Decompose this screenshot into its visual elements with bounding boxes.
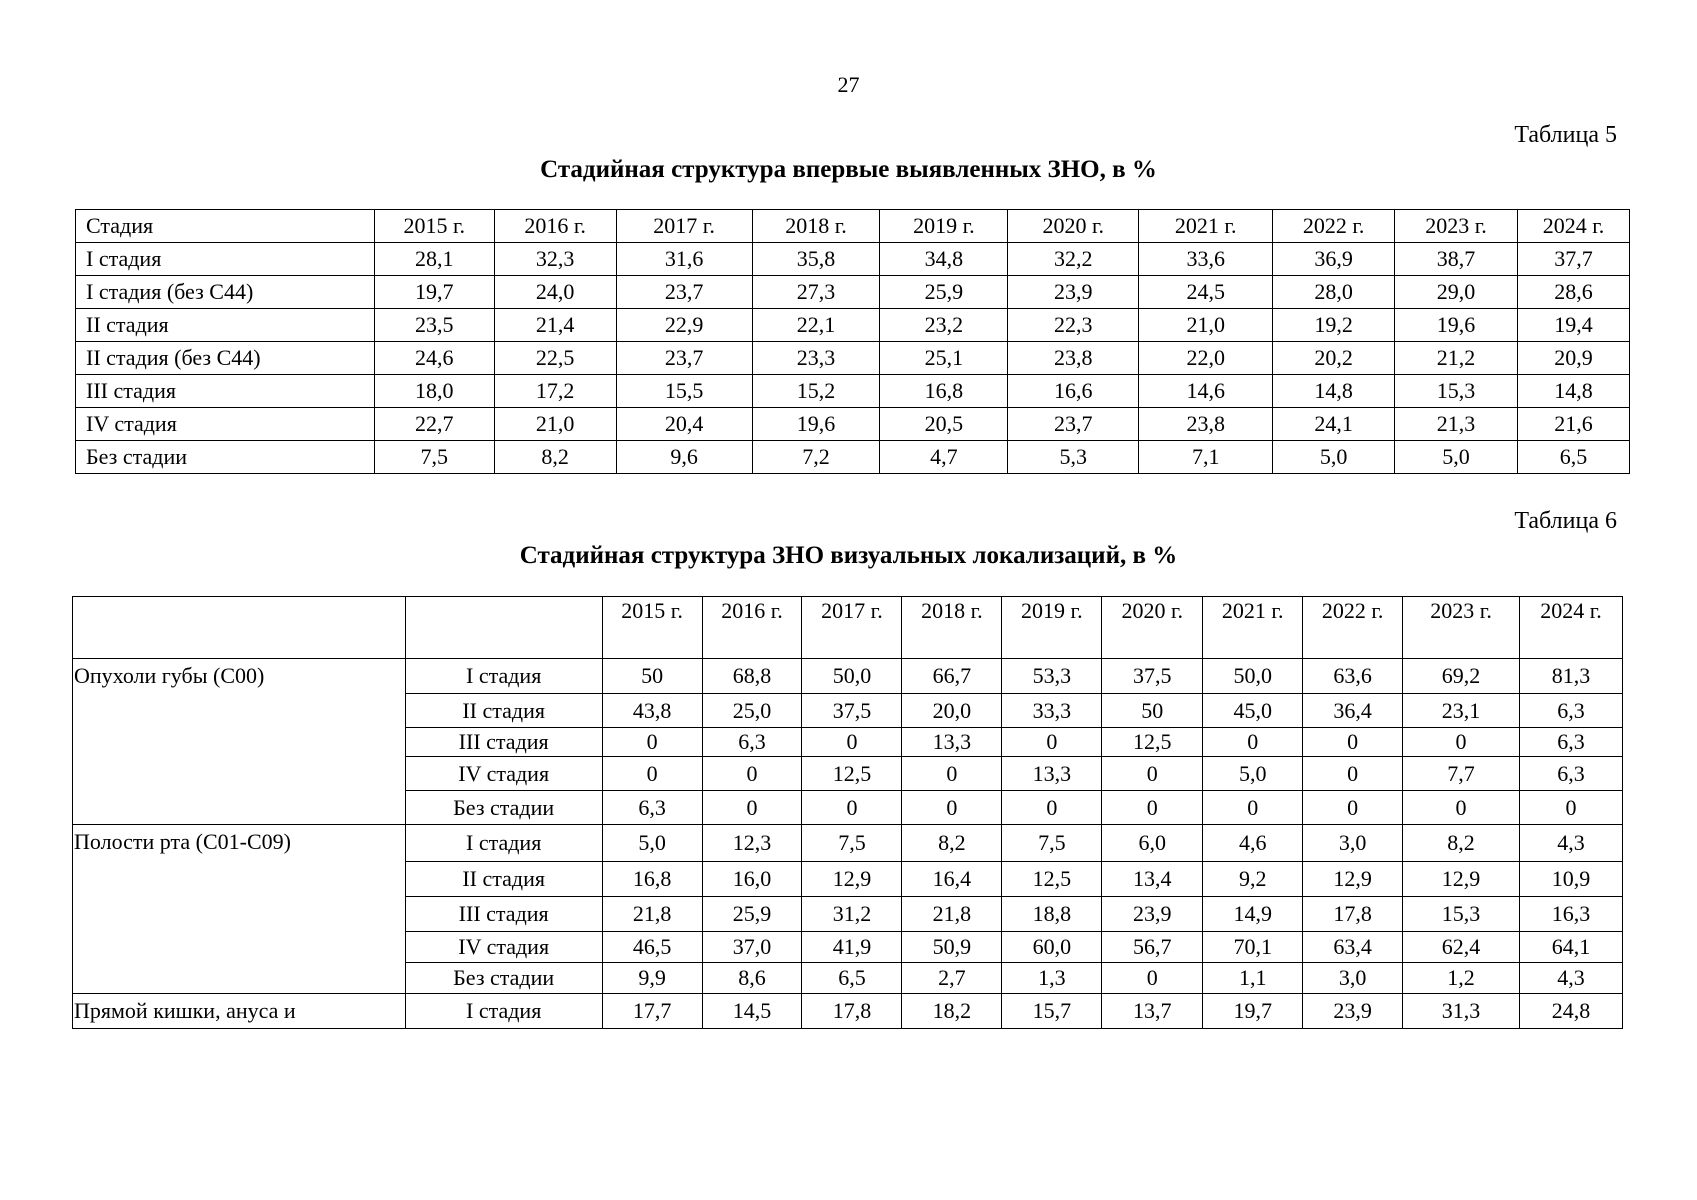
table5-value-cell: 23,8: [1008, 342, 1139, 375]
table5-value-cell: 19,7: [374, 276, 494, 309]
table5-value-cell: 19,2: [1273, 309, 1395, 342]
table5-title: Стадийная структура впервые выявленных ЗНО, в %: [540, 156, 1157, 183]
table5-header-row: [76, 210, 1630, 243]
table5-value-cell: 23,7: [616, 342, 752, 375]
table6-value-cell: 0: [1102, 963, 1203, 994]
table5-value-cell: 5,0: [1395, 441, 1518, 474]
table5-value-cell: 17,2: [494, 375, 616, 408]
table6-value-cell: 62,4: [1403, 932, 1520, 963]
table6-value-cell: 0: [602, 757, 702, 791]
table5-value-cell: 23,9: [1008, 276, 1139, 309]
table6-header-empty-cell: [73, 597, 406, 659]
table6-value-cell: 12,3: [702, 825, 802, 862]
table6-value-cell: 2,7: [902, 963, 1002, 994]
table6-value-cell: 37,5: [802, 694, 902, 728]
table5-value-cell: 22,1: [752, 309, 880, 342]
table6-value-cell: 0: [1203, 791, 1303, 825]
table6-year-header-cell: 2023 г.: [1403, 597, 1520, 659]
table6-value-cell: 12,5: [1002, 862, 1102, 897]
table6-row: [73, 825, 1623, 862]
table6-value-cell: 9,9: [602, 963, 702, 994]
table5-value-cell: 14,8: [1273, 375, 1395, 408]
table5-value-cell: 23,3: [752, 342, 880, 375]
table6-value-cell: 15,7: [1002, 994, 1102, 1029]
table5-value-cell: 20,9: [1518, 342, 1630, 375]
table5-value-cell: 28,0: [1273, 276, 1395, 309]
table5-value-cell: 15,3: [1395, 375, 1518, 408]
table5-value-cell: 4,7: [880, 441, 1008, 474]
table5-value-cell: 22,7: [374, 408, 494, 441]
table5-value-cell: 21,4: [494, 309, 616, 342]
table6-value-cell: 4,3: [1520, 963, 1623, 994]
table6-value-cell: 9,2: [1203, 862, 1303, 897]
table5-value-cell: 21,2: [1395, 342, 1518, 375]
table6-value-cell: 0: [1303, 728, 1403, 757]
table5-row: [76, 408, 1630, 441]
table6-value-cell: 81,3: [1520, 659, 1623, 694]
table6-value-cell: 37,5: [1102, 659, 1203, 694]
table5-value-cell: 14,8: [1518, 375, 1630, 408]
table6-localization-cell: Прямой кишки, ануса и: [73, 994, 406, 1029]
table6-value-cell: 5,0: [602, 825, 702, 862]
table5-value-cell: 15,5: [616, 375, 752, 408]
table6-stage-cell: IV стадия: [405, 757, 602, 791]
table6-stage-cell: I стадия: [405, 994, 602, 1029]
table6-value-cell: 53,3: [1002, 659, 1102, 694]
table6-value-cell: 25,0: [702, 694, 802, 728]
table6-stage-cell: I стадия: [405, 825, 602, 862]
table6-value-cell: 6,3: [1520, 728, 1623, 757]
table5-value-cell: 7,1: [1139, 441, 1273, 474]
table5-value-cell: 21,0: [494, 408, 616, 441]
table5-value-cell: 32,2: [1008, 243, 1139, 276]
table5-value-cell: 16,6: [1008, 375, 1139, 408]
table6-stage-cell: III стадия: [405, 897, 602, 932]
table6-value-cell: 13,3: [902, 728, 1002, 757]
table6-value-cell: 15,3: [1403, 897, 1520, 932]
table6-label: Таблица 6: [1514, 508, 1617, 534]
table6-value-cell: 0: [1102, 791, 1203, 825]
table6-value-cell: 64,1: [1520, 932, 1623, 963]
table6-value-cell: 10,9: [1520, 862, 1623, 897]
table5-value-cell: 36,9: [1273, 243, 1395, 276]
table5-value-cell: 7,2: [752, 441, 880, 474]
table6-value-cell: 50: [602, 659, 702, 694]
table5-value-cell: 23,2: [880, 309, 1008, 342]
table6-value-cell: 0: [602, 728, 702, 757]
table6-stage-cell: II стадия: [405, 862, 602, 897]
table5-value-cell: 29,0: [1395, 276, 1518, 309]
table5-value-cell: 23,7: [616, 276, 752, 309]
table6-value-cell: 4,6: [1203, 825, 1303, 862]
table6-value-cell: 17,8: [802, 994, 902, 1029]
table6-value-cell: 12,5: [802, 757, 902, 791]
table5-value-cell: 7,5: [374, 441, 494, 474]
table5-header-cell: 2023 г.: [1395, 210, 1518, 243]
table6-value-cell: 21,8: [902, 897, 1002, 932]
table5-value-cell: 27,3: [752, 276, 880, 309]
table6-year-header-cell: 2024 г.: [1520, 597, 1623, 659]
table5-value-cell: 15,2: [752, 375, 880, 408]
table5-header-cell: 2019 г.: [880, 210, 1008, 243]
table6-year-header-cell: 2020 г.: [1102, 597, 1203, 659]
table5-value-cell: 24,6: [374, 342, 494, 375]
table6-value-cell: 70,1: [1203, 932, 1303, 963]
table5-value-cell: 23,7: [1008, 408, 1139, 441]
table6-value-cell: 24,8: [1520, 994, 1623, 1029]
table6-value-cell: 0: [1403, 728, 1520, 757]
table5-row: [76, 243, 1630, 276]
table6-localization-cell: Опухоли губы (С00): [73, 659, 406, 825]
table6-value-cell: 19,7: [1203, 994, 1303, 1029]
table5-row: [76, 309, 1630, 342]
table5-value-cell: 6,5: [1518, 441, 1630, 474]
table6-title: Стадийная структура ЗНО визуальных локализаций, в %: [519, 542, 1178, 569]
table5-value-cell: 31,6: [616, 243, 752, 276]
table6-value-cell: 7,5: [802, 825, 902, 862]
table5-value-cell: 22,9: [616, 309, 752, 342]
table6-value-cell: 0: [1002, 728, 1102, 757]
table6-value-cell: 23,9: [1303, 994, 1403, 1029]
table6-year-header-cell: 2021 г.: [1203, 597, 1303, 659]
table6-value-cell: 6,0: [1102, 825, 1203, 862]
table5-value-cell: 19,4: [1518, 309, 1630, 342]
table6-value-cell: 20,0: [902, 694, 1002, 728]
table5-value-cell: 22,3: [1008, 309, 1139, 342]
table6-year-header-cell: 2015 г.: [602, 597, 702, 659]
table5-header-cell: 2018 г.: [752, 210, 880, 243]
table6-value-cell: 0: [702, 791, 802, 825]
table5-row: [76, 342, 1630, 375]
table6-value-cell: 18,8: [1002, 897, 1102, 932]
table5-stage-cell: IV стадия: [76, 408, 375, 441]
table6-value-cell: 37,0: [702, 932, 802, 963]
table5-value-cell: 32,3: [494, 243, 616, 276]
table5-value-cell: 34,8: [880, 243, 1008, 276]
table5-value-cell: 20,4: [616, 408, 752, 441]
table6-value-cell: 6,3: [1520, 694, 1623, 728]
table6-value-cell: 0: [902, 791, 1002, 825]
table5-stage-cell: II стадия: [76, 309, 375, 342]
table6-value-cell: 0: [1403, 791, 1520, 825]
table6-value-cell: 60,0: [1002, 932, 1102, 963]
table5-value-cell: 8,2: [494, 441, 616, 474]
table6-value-cell: 0: [802, 728, 902, 757]
table5-header-cell: Стадия: [76, 210, 375, 243]
table5: [75, 209, 1630, 474]
table5-value-cell: 33,6: [1139, 243, 1273, 276]
table6-stage-cell: I стадия: [405, 659, 602, 694]
table5-stage-cell: Без стадии: [76, 441, 375, 474]
table6-stage-cell: II стадия: [405, 694, 602, 728]
table6-value-cell: 45,0: [1203, 694, 1303, 728]
table6-value-cell: 31,2: [802, 897, 902, 932]
table5-row: [76, 276, 1630, 309]
table6-value-cell: 63,6: [1303, 659, 1403, 694]
table5-value-cell: 22,5: [494, 342, 616, 375]
table6-value-cell: 21,8: [602, 897, 702, 932]
table6-value-cell: 0: [1303, 757, 1403, 791]
table6-value-cell: 0: [1102, 757, 1203, 791]
table6-value-cell: 5,0: [1203, 757, 1303, 791]
table6-value-cell: 0: [702, 757, 802, 791]
table6-value-cell: 18,2: [902, 994, 1002, 1029]
table5-value-cell: 35,8: [752, 243, 880, 276]
table6-value-cell: 43,8: [602, 694, 702, 728]
table6-value-cell: 13,3: [1002, 757, 1102, 791]
table6-value-cell: 17,7: [602, 994, 702, 1029]
table5-value-cell: 20,2: [1273, 342, 1395, 375]
table5-value-cell: 22,0: [1139, 342, 1273, 375]
table6-value-cell: 50: [1102, 694, 1203, 728]
table5-value-cell: 18,0: [374, 375, 494, 408]
table6-value-cell: 6,3: [702, 728, 802, 757]
table6-value-cell: 8,2: [902, 825, 1002, 862]
table6-year-header-cell: 2022 г.: [1303, 597, 1403, 659]
table5-stage-cell: I стадия: [76, 243, 375, 276]
table6-row: [73, 659, 1623, 694]
table5-header-cell: 2021 г.: [1139, 210, 1273, 243]
table5-value-cell: 24,1: [1273, 408, 1395, 441]
table6-value-cell: 0: [802, 791, 902, 825]
table6-value-cell: 6,3: [1520, 757, 1623, 791]
table5-label: Таблица 5: [1514, 122, 1617, 148]
table6-value-cell: 16,3: [1520, 897, 1623, 932]
table6-value-cell: 8,6: [702, 963, 802, 994]
table6-value-cell: 0: [1303, 791, 1403, 825]
table6-value-cell: 33,3: [1002, 694, 1102, 728]
table5-value-cell: 14,6: [1139, 375, 1273, 408]
table5-value-cell: 9,6: [616, 441, 752, 474]
table5-stage-cell: III стадия: [76, 375, 375, 408]
table6-value-cell: 3,0: [1303, 963, 1403, 994]
table5-header-cell: 2024 г.: [1518, 210, 1630, 243]
table5-value-cell: 19,6: [1395, 309, 1518, 342]
table5-value-cell: 21,3: [1395, 408, 1518, 441]
table6-value-cell: 41,9: [802, 932, 902, 963]
table6-year-header-cell: 2019 г.: [1002, 597, 1102, 659]
table6-value-cell: 0: [1520, 791, 1623, 825]
table6-value-cell: 50,0: [1203, 659, 1303, 694]
table5-value-cell: 28,1: [374, 243, 494, 276]
table6-value-cell: 12,5: [1102, 728, 1203, 757]
table6-value-cell: 0: [1002, 791, 1102, 825]
table6-value-cell: 16,4: [902, 862, 1002, 897]
table5-stage-cell: I стадия (без С44): [76, 276, 375, 309]
table5-header-cell: 2020 г.: [1008, 210, 1139, 243]
table6-value-cell: 0: [902, 757, 1002, 791]
table6-stage-cell: Без стадии: [405, 791, 602, 825]
table6-stage-cell: IV стадия: [405, 932, 602, 963]
table6-value-cell: 1,2: [1403, 963, 1520, 994]
table6-value-cell: 14,5: [702, 994, 802, 1029]
table5-row: [76, 441, 1630, 474]
table5-value-cell: 25,1: [880, 342, 1008, 375]
table6-value-cell: 16,0: [702, 862, 802, 897]
table6-header-empty-cell: [405, 597, 602, 659]
table6-value-cell: 1,3: [1002, 963, 1102, 994]
table5-value-cell: 28,6: [1518, 276, 1630, 309]
table6-value-cell: 66,7: [902, 659, 1002, 694]
table6-value-cell: 56,7: [1102, 932, 1203, 963]
table6-value-cell: 1,1: [1203, 963, 1303, 994]
table6-value-cell: 63,4: [1303, 932, 1403, 963]
table6-value-cell: 36,4: [1303, 694, 1403, 728]
table6-value-cell: 12,9: [802, 862, 902, 897]
table5-value-cell: 5,0: [1273, 441, 1395, 474]
table5-value-cell: 25,9: [880, 276, 1008, 309]
table5-value-cell: 24,0: [494, 276, 616, 309]
table6-value-cell: 4,3: [1520, 825, 1623, 862]
table6-value-cell: 13,7: [1102, 994, 1203, 1029]
table6-value-cell: 12,9: [1403, 862, 1520, 897]
table6-value-cell: 69,2: [1403, 659, 1520, 694]
table6-value-cell: 46,5: [602, 932, 702, 963]
table6-year-header-cell: 2018 г.: [902, 597, 1002, 659]
table5-row: [76, 375, 1630, 408]
table6-value-cell: 6,3: [602, 791, 702, 825]
table6-stage-cell: Без стадии: [405, 963, 602, 994]
table6-value-cell: 6,5: [802, 963, 902, 994]
table6-value-cell: 0: [1203, 728, 1303, 757]
table6-value-cell: 12,9: [1303, 862, 1403, 897]
table6-value-cell: 50,9: [902, 932, 1002, 963]
table5-value-cell: 21,0: [1139, 309, 1273, 342]
table5-stage-cell: II стадия (без С44): [76, 342, 375, 375]
table5-header-cell: 2016 г.: [494, 210, 616, 243]
table5-value-cell: 19,6: [752, 408, 880, 441]
table6-row: [73, 994, 1623, 1029]
table6-value-cell: 8,2: [1403, 825, 1520, 862]
table6-value-cell: 50,0: [802, 659, 902, 694]
table6-value-cell: 13,4: [1102, 862, 1203, 897]
table6-value-cell: 68,8: [702, 659, 802, 694]
table5-value-cell: 23,8: [1139, 408, 1273, 441]
table6-stage-cell: III стадия: [405, 728, 602, 757]
table5-value-cell: 23,5: [374, 309, 494, 342]
table5-header-cell: 2015 г.: [374, 210, 494, 243]
table6-value-cell: 23,1: [1403, 694, 1520, 728]
table5-value-cell: 24,5: [1139, 276, 1273, 309]
table6-year-header-cell: 2016 г.: [702, 597, 802, 659]
table6-value-cell: 7,7: [1403, 757, 1520, 791]
table6-value-cell: 7,5: [1002, 825, 1102, 862]
table6-value-cell: 23,9: [1102, 897, 1203, 932]
table6-value-cell: 14,9: [1203, 897, 1303, 932]
page-number: 27: [837, 72, 860, 97]
table5-header-cell: 2017 г.: [616, 210, 752, 243]
table6-value-cell: 31,3: [1403, 994, 1520, 1029]
table6-value-cell: 16,8: [602, 862, 702, 897]
table5-value-cell: 20,5: [880, 408, 1008, 441]
table5-value-cell: 37,7: [1518, 243, 1630, 276]
table6-header-row: [73, 597, 1623, 659]
table5-value-cell: 5,3: [1008, 441, 1139, 474]
table5-value-cell: 38,7: [1395, 243, 1518, 276]
table5-value-cell: 16,8: [880, 375, 1008, 408]
table6-value-cell: 17,8: [1303, 897, 1403, 932]
table6: [72, 596, 1623, 1029]
table5-value-cell: 21,6: [1518, 408, 1630, 441]
table6-localization-cell: Полости рта (С01-С09): [73, 825, 406, 994]
table6-value-cell: 25,9: [702, 897, 802, 932]
table5-header-cell: 2022 г.: [1273, 210, 1395, 243]
table6-year-header-cell: 2017 г.: [802, 597, 902, 659]
table6-value-cell: 3,0: [1303, 825, 1403, 862]
